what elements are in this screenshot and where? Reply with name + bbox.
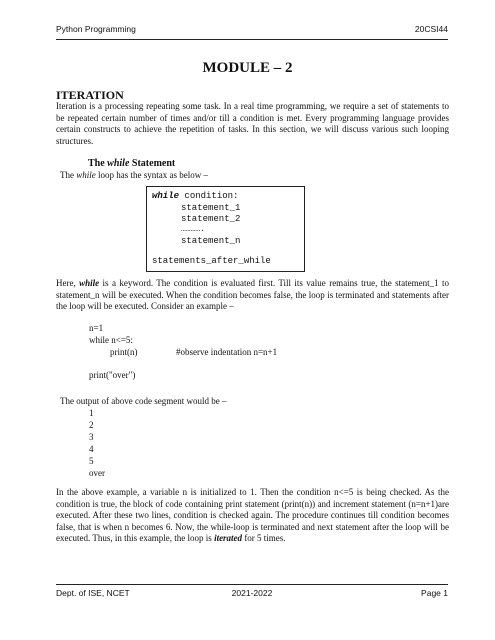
- syntax-keyword: while: [152, 191, 180, 201]
- page-footer: [56, 584, 448, 602]
- example-code-line: print("over"): [89, 370, 136, 380]
- final-pre: In the above example, a variable n is initialized to 1. Then the condition n<=5 is being checked. As the condition is true, the block of code containing print statement (print(n)) and increment statement (n=n+1)are executed. After these two lines, condition is checked again. The procedure continues till condition becomes false, that is when n becomes 6. Now, the while-loop is terminated and next statement after the loop will be executed. Thus, in this example, the loop is: [56, 487, 449, 543]
- final-keyword: iterated: [214, 533, 243, 543]
- syntax-statement: statement_n: [181, 236, 241, 246]
- syntax-condition: condition:: [179, 191, 239, 201]
- output-line: over: [89, 468, 105, 478]
- syntax-ellipsis: ………….: [181, 225, 206, 234]
- output-line: 2: [89, 420, 94, 430]
- syntax-intro: [60, 170, 208, 181]
- example-code-line: print(n): [110, 347, 138, 357]
- footer-page: Page 1: [421, 588, 448, 598]
- header-course: Python Programming: [56, 24, 136, 34]
- footer-dept: Dept. of ISE, NCET: [56, 588, 130, 598]
- heading-post: Statement: [129, 158, 176, 169]
- output-line: 4: [89, 444, 94, 454]
- syntax-intro-keyword: while: [76, 170, 96, 180]
- final-post: for 5 times.: [242, 533, 286, 543]
- example-code-line: while n<=5:: [89, 335, 133, 345]
- syntax-line-while: [152, 191, 238, 201]
- syntax-statement: statement_2: [181, 214, 241, 224]
- heading-keyword: while: [107, 158, 130, 169]
- syntax-box: [146, 186, 305, 272]
- output-line: 1: [89, 408, 94, 418]
- explain-paragraph: [56, 278, 449, 313]
- final-paragraph: [56, 487, 449, 545]
- explain-pre: Here,: [56, 278, 80, 288]
- page-header: [56, 24, 448, 40]
- subsection-heading-while: [88, 158, 175, 169]
- example-code-line: n=1: [89, 323, 104, 333]
- syntax-statement: statement_1: [181, 203, 241, 213]
- page-title: MODULE – 2: [202, 60, 293, 76]
- output-line: 3: [89, 432, 94, 442]
- output-intro: The output of above code segment would be –: [60, 396, 227, 406]
- syntax-intro-pre: The: [60, 170, 77, 180]
- explain-keyword: while: [79, 278, 100, 288]
- footer-year: 2021-2022: [231, 588, 273, 598]
- header-code: 20CSI44: [414, 24, 448, 34]
- explain-post: is a keyword. The condition is evaluated first. Till its value remains true, the statement_1 to statement_n will be executed. When the condition becomes false, the loop is terminated and statements after the loop will be executed. Consider an example –: [56, 278, 449, 311]
- intro-paragraph: Iteration is a processing repeating some task. In a real time programming, we require a set of statements to be repeated certain number of times and/or till a condition is met. Every programming language provides certain constructs to achieve the repetition of tasks. In this section, we will discuss various such looping structures.: [56, 101, 449, 146]
- heading-pre: The: [88, 158, 108, 169]
- section-heading-iteration: ITERATION: [56, 88, 124, 102]
- syntax-after-while: statements_after_while: [152, 256, 271, 266]
- syntax-intro-post: loop has the syntax as below –: [95, 170, 208, 180]
- output-line: 5: [89, 456, 94, 466]
- example-code-comment: #observe indentation n=n+1: [176, 347, 278, 357]
